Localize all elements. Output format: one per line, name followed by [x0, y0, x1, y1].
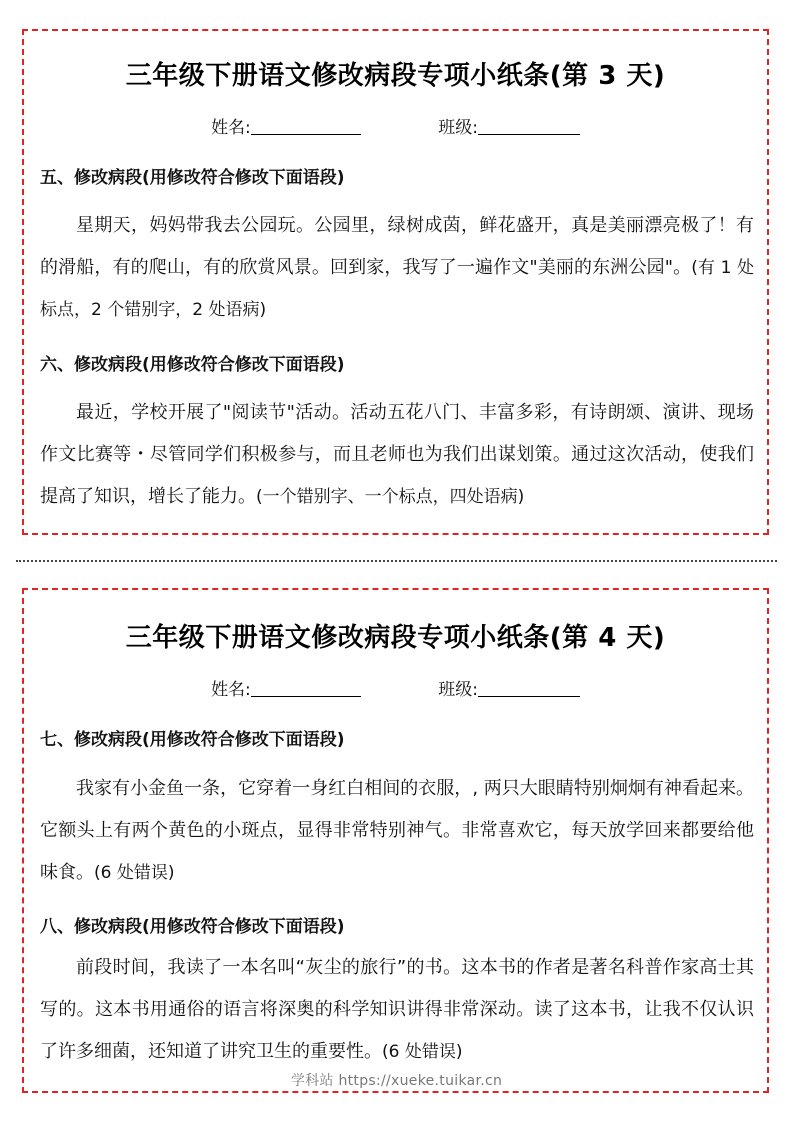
passage-text: 星期天，妈妈带我去公园玩。公园里，绿树成茵，鲜花盛开，真是美丽漂亮极了！有的滑船，有的爬山，有的欣赏风景。回到家，我写了一遍作文"美丽的东洲公园"。 — [40, 215, 754, 278]
passage-paragraph — [40, 768, 754, 894]
worksheet-title: 三年级下册语文修改病段专项小纸条(第 3 天) — [125, 61, 666, 91]
passage-text: 最近，学校开展了"阅读节"活动。活动五花八门、丰富多彩，有诗朗颂、演讲、现场作文比赛等・尽管同学们积极参与，而且老师也为我们出谋划策。通过这次活动，使我们提高了知识，增长了能力。 — [40, 402, 754, 507]
error-count-note: (6 处错误) — [382, 1042, 463, 1062]
class-label: 班级: — [438, 680, 478, 700]
section-heading: 八、修改病段(用修改符合修改下面语段) — [40, 917, 345, 937]
source-footer: 学科站 https://xueke.tuikar.cn — [290, 1073, 503, 1089]
class-label: 班级: — [438, 118, 478, 138]
error-count-note: (有 1 处标点，2 个错别字，2 处语病) — [40, 258, 754, 320]
error-count-note: (一个错别字、一个标点，四处语病) — [256, 487, 525, 507]
name-blank[interactable] — [251, 118, 361, 135]
name-label: 姓名: — [211, 118, 251, 138]
class-blank[interactable] — [478, 118, 580, 135]
student-info-row — [24, 675, 767, 700]
passage-text: 我家有小金鱼一条，它穿着一身红白相间的衣服，, 两只大眼睛特别炯炯有神看起来。它额头上有两个黄色的小斑点，显得非常特别神气。非常喜欢它，每天放学回来都要给他味食。 — [40, 778, 754, 883]
cut-line-divider — [16, 560, 777, 562]
section-heading: 六、修改病段(用修改符合修改下面语段) — [40, 355, 345, 375]
class-blank[interactable] — [478, 680, 580, 697]
passage-paragraph — [40, 947, 754, 1073]
section-heading: 七、修改病段(用修改符合修改下面语段) — [40, 730, 345, 750]
name-blank[interactable] — [251, 680, 361, 697]
name-label: 姓名: — [211, 680, 251, 700]
passage-text: 前段时间，我读了一本名叫“灰尘的旅行”的书。这本书的作者是著名科普作家高士其写的。这本书用通俗的语言将深奥的科学知识讲得非常深动。读了这本书，让我不仅认识了许多细菌，还知道了讲究卫生的重要性。 — [40, 957, 754, 1062]
worksheet-title: 三年级下册语文修改病段专项小纸条(第 4 天) — [125, 623, 666, 653]
worksheet-card-day4 — [22, 588, 769, 1093]
student-info-row — [24, 113, 767, 138]
section-heading: 五、修改病段(用修改符合修改下面语段) — [40, 168, 345, 188]
passage-paragraph — [40, 205, 754, 331]
worksheet-card-day3 — [22, 29, 769, 535]
passage-paragraph — [40, 392, 754, 518]
error-count-note: (6 处错误) — [94, 863, 175, 883]
